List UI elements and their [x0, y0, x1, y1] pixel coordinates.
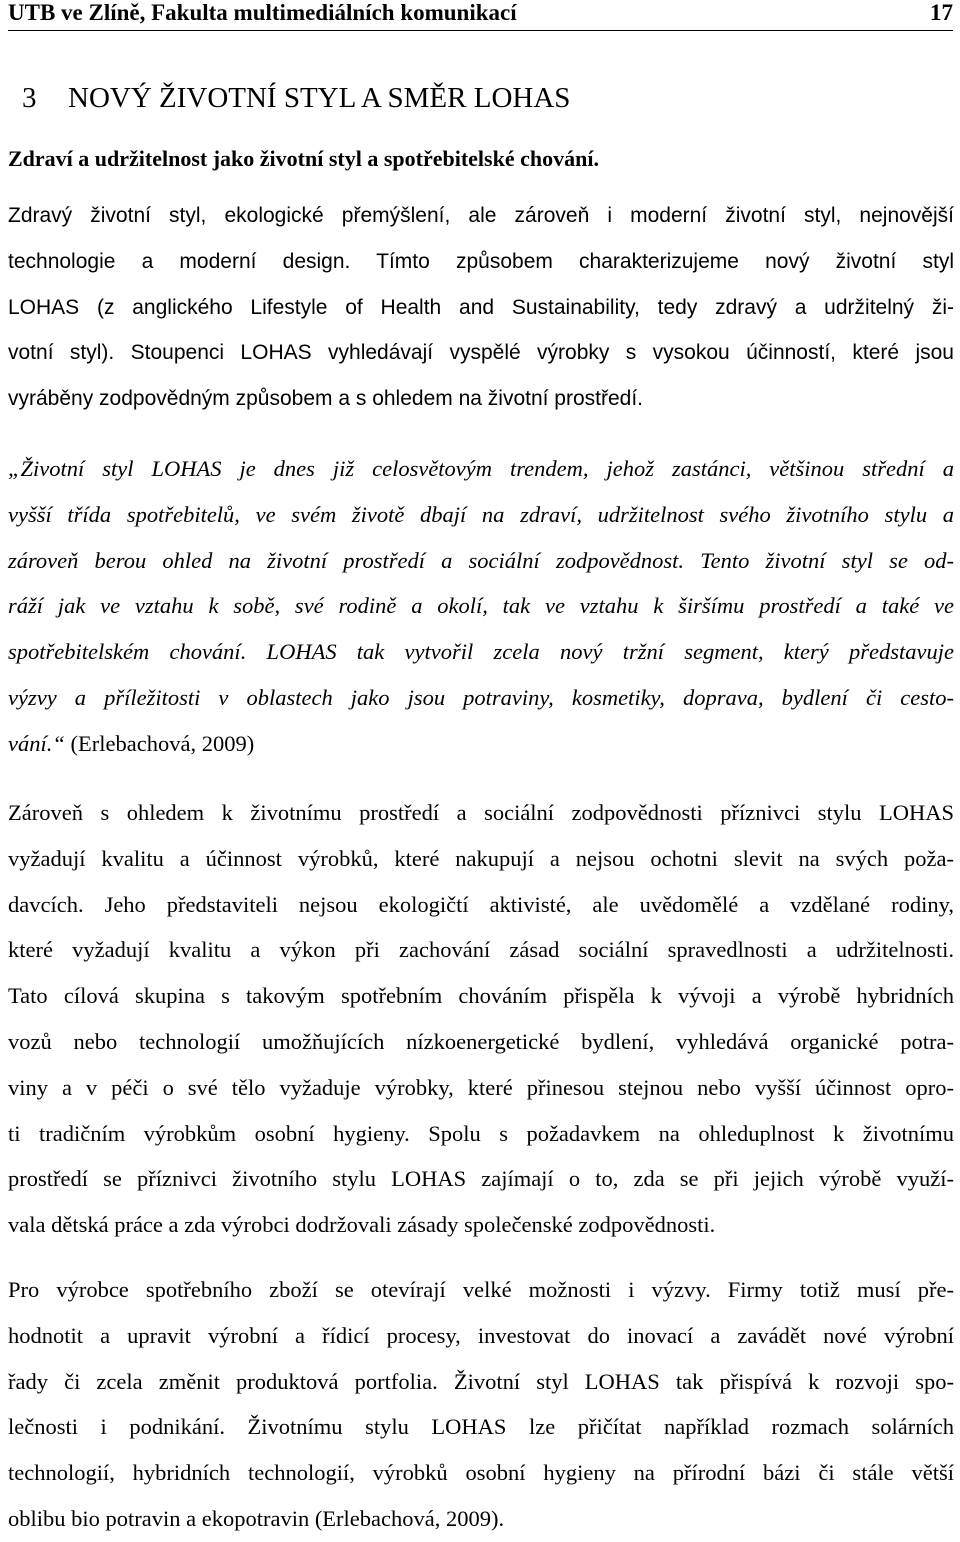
text-line: davcích. Jeho představiteli nejsou ekologičtí aktivisté, ale uvědomělé a vzdělané rodiny, — [8, 891, 954, 917]
text-line: viny a v péči o své tělo vyžaduje výrobky, které přinesou stejnou nebo vyšší účinnost opro- — [8, 1074, 954, 1100]
running-header — [8, 0, 953, 31]
text-line: vyšší třída spotřebitelů, ve svém životě dbají na zdraví, udržitelnost svého životního stylu a — [8, 501, 954, 527]
citation: (Erlebachová, 2009) — [70, 730, 255, 756]
text-line: Pro výrobce spotřebního zboží se otevírají velké možnosti i výzvy. Firmy totiž musí pře- — [8, 1277, 954, 1302]
text-line: zároveň berou ohled na životní prostředí a sociální zodpovědnost. Tento životní styl se od- — [8, 547, 954, 573]
text-line: Zároveň s ohledem k životnímu prostředí a sociální zodpovědnosti příznivci stylu LOHAS — [8, 800, 954, 825]
text-line: ti tradičním výrobkům osobní hygieny. Spolu s požadavkem na ohleduplnost k životnímu — [8, 1120, 954, 1146]
text-line: které vyžadují kvalitu a výkon při zachování zásad sociální spravedlnosti a udržitelnosti. — [8, 937, 954, 963]
text-line: hodnotit a upravit výrobní a řídicí procesy, investovat do inovací a zavádět nové výrobní — [8, 1322, 954, 1348]
text-line: vyráběny zodpovědným způsobem a s ohledem na životní prostředí. — [8, 387, 644, 411]
section-subtitle: Zdraví a udržitelnost jako životní styl a spotřebitelské chování. — [8, 146, 599, 171]
text-line: výzvy a příležitosti v oblastech jako jsou potraviny, kosmetiky, doprava, bydlení či cesto- — [8, 684, 954, 710]
chapter-title: NOVÝ ŽIVOTNÍ STYL A SMĚR LOHAS — [68, 82, 571, 114]
page-number: 17 — [930, 0, 953, 25]
paragraph-1 — [8, 193, 954, 422]
paragraph-4 — [8, 1267, 954, 1542]
text-line: lečnosti i podnikání. Životnímu stylu LOHAS lze přičítat například rozmach solárních — [8, 1414, 955, 1440]
chapter-heading — [22, 81, 570, 115]
text-line: vání.“ (Erlebachová, 2009) — [8, 730, 255, 756]
text-line: Zdravý životní styl, ekologické přemýšlení, ale zároveň i moderní životní styl, nejnovější — [8, 204, 954, 227]
running-title: UTB ve Zlíně, Fakulta multimediálních komunikací — [8, 0, 517, 25]
paragraph-3 — [8, 790, 954, 1248]
text-line: Tato cílová skupina s takovým spotřebním chováním přispěla k vývoji a výrobě hybridních — [8, 983, 954, 1009]
text-line: vozů nebo technologií umožňujících nízkoenergetické bydlení, vyhledává organické potra- — [8, 1028, 954, 1054]
text-line: LOHAS (z anglického Lifestyle of Health and Sustainability, tedy zdravý a udržitelný ži- — [8, 295, 954, 319]
text-line: vala dětská práce a zda výrobci dodržovali zásady společenské zodpovědnosti. — [8, 1212, 716, 1238]
text-line: spotřebitelském chování. LOHAS tak vytvořil zcela nový tržní segment, který představuje — [8, 639, 954, 665]
text-line: „Životní styl LOHAS je dnes již celosvětovým trendem, jehož zastánci, většinou střední a — [8, 456, 954, 481]
text-line: votní styl). Stoupenci LOHAS vyhledávají vyspělé výrobky s vysokou účinností, které jsou — [8, 341, 954, 365]
chapter-number: 3 — [22, 82, 37, 114]
text-line: technologie a moderní design. Tímto způsobem charakterizujeme nový životní styl — [8, 249, 954, 273]
text-line: oblibu bio potravin a ekopotravin (Erlebachová, 2009). — [8, 1505, 505, 1531]
text-line: řady či zcela změnit produktová portfolia. Životní styl LOHAS tak přispívá k rozvoji spo- — [8, 1368, 955, 1394]
text-line: vyžadují kvalitu a účinnost výrobků, které nakupují a nejsou ochotni slevit na svých poža- — [8, 845, 954, 871]
text-line: ráží jak ve vztahu k sobě, své rodině a okolí, tak ve vztahu k širšímu prostředí a také ve — [8, 593, 954, 619]
text-line: prostředí se příznivci životního stylu LOHAS zajímají o to, zda se při jejich výrobě využí- — [8, 1166, 954, 1192]
text-line: technologií, hybridních technologií, výrobků osobní hygieny na přírodní bázi či stále větší — [8, 1460, 954, 1486]
paragraph-2-quote — [8, 446, 954, 767]
